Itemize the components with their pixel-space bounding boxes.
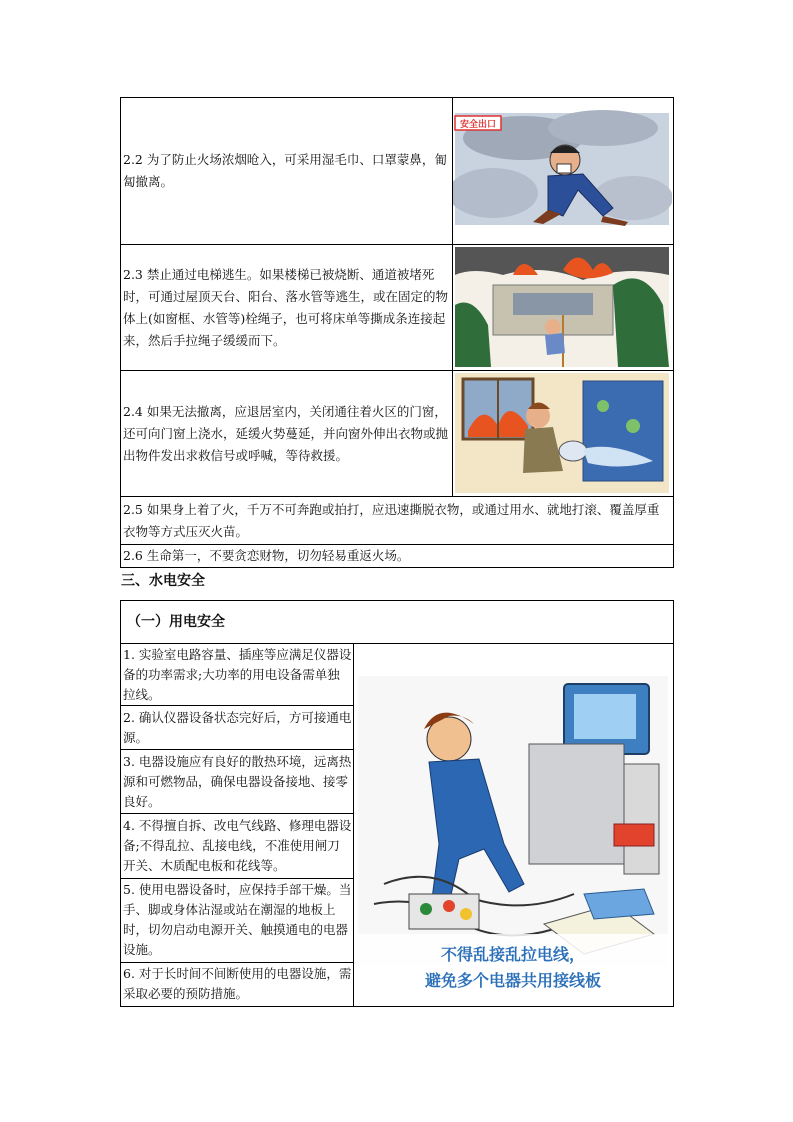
electric-wiring-illustration — [354, 644, 674, 1007]
electric-item-1: 1. 实验室电路容量、插座等应满足仪器设备的功率需求;大功率的用电设备需单独拉线。 — [121, 644, 354, 706]
electric-item-2: 2. 确认仪器设备状态完好后，方可接通电源。 — [121, 706, 354, 750]
electric-item-4: 4. 不得擅自拆、改电气线路、修理电器设备;不得乱拉、乱接电线，不准使用闸刀开关、木质配电板和花线等。 — [121, 814, 354, 878]
fire-escape-table — [120, 97, 674, 568]
section-title: 三、水电安全 — [121, 573, 205, 589]
electric-subheading: （一）用电安全 — [121, 601, 674, 644]
electric-item-5: 5. 使用电器设备时，应保持手部干燥。当手、脚或身体沾湿或站在潮湿的地板上时，切勿启动电源开关、触摸通电的电器设施。 — [121, 878, 354, 962]
electric-item-6: 6. 对于长时间不间断使用的电器设施，需采取必要的预防措施。 — [121, 962, 354, 1006]
caption-line-2: 避免多个电器共用接线板 — [425, 971, 602, 990]
exit-sign-text: 安全出口 — [459, 120, 496, 130]
fire-row-2-5: 2.5 如果身上着了火，千万不可奔跑或拍打，应迅速撕脱衣物，或通过用水、就地打滚、覆盖厚重衣物等方式压灭火苗。 — [121, 497, 674, 545]
rope-escape-illustration — [452, 245, 673, 371]
caption-line-1: 不得乱接乱拉电线， — [441, 945, 586, 964]
fire-row-2-2: 2.2 为了防止火场浓烟呛入，可采用湿毛巾、口罩蒙鼻，匍匐撤离。 — [121, 98, 453, 245]
fire-row-2-3: 2.3 禁止通过电梯逃生。如果楼梯已被烧断、通道被堵死时，可通过屋顶天台、阳台、落水管等逃生，或在固定的物体上(如窗框、水管等)栓绳子，也可将床单等撕成条连接起来，然后手拉绳子缓缓而下。 — [121, 245, 453, 371]
fire-row-2-6: 2.6 生命第一，不要贪恋财物，切勿轻易重返火场。 — [121, 545, 674, 568]
window-rescue-illustration — [452, 371, 673, 497]
fire-row-2-4: 2.4 如果无法撤离，应退居室内，关闭通往着火区的门窗，还可向门窗上浇水，延缓火势蔓延，并向窗外伸出衣物或抛出物件发出求救信号或呼喊，等待救援。 — [121, 371, 453, 497]
smoke-escape-illustration — [452, 98, 673, 245]
electric-item-3: 3. 电器设施应有良好的散热环境，远离热源和可燃物品，确保电器设备接地、接零良好。 — [121, 750, 354, 814]
electric-safety-table — [120, 600, 674, 1007]
